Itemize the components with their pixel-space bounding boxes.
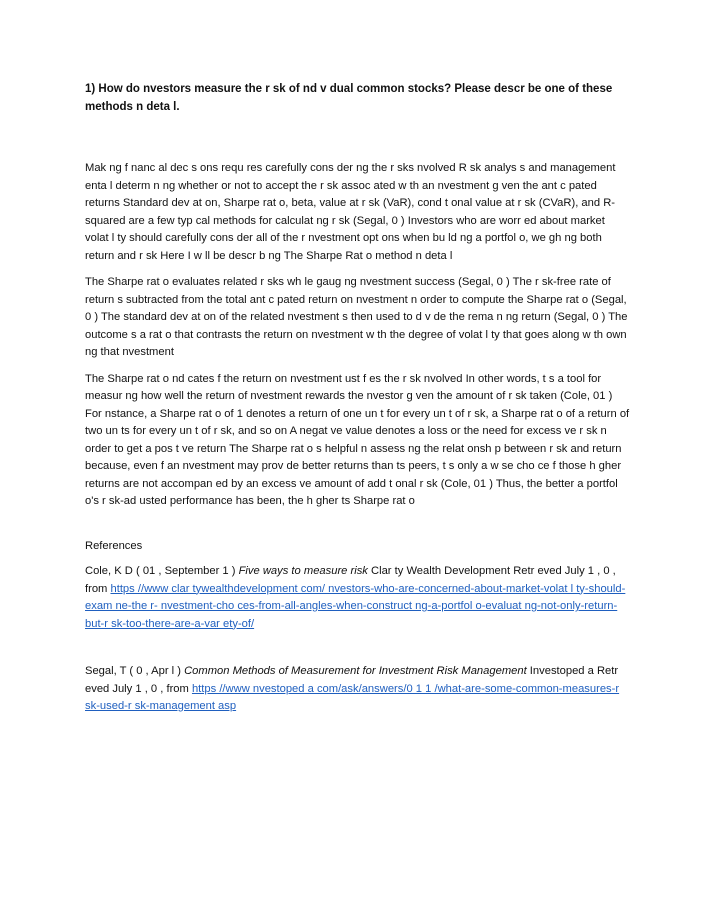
- reference-title: Five ways to measure risk: [238, 565, 368, 577]
- reference-cole: [85, 563, 630, 633]
- paragraph-sharpe-definition: The Sharpe rat o evaluates related r sks wh le gaug ng nvestment success (Segal, 0 ) The r sk-free rate of return s subtracted from the total ant c pated return on nvestment n order to compute the Sharpe rat o (Segal, 0 ) The standard dev at on of the related nvestment s then used to d v de the rema n ng return (Segal, 0 ) The outcome s a rat o that contrasts the return on nvestment w th the degree of volat l ty that goes along w th own ng that nvestment: [85, 276, 628, 358]
- reference-authors: Cole, K D ( 01 , September 1 ): [85, 565, 239, 577]
- reference-source: Clar ty Wealth Development Retr eved July 1 , 0 , from: [85, 565, 616, 595]
- reference-title: Common Methods of Measurement for Investment Risk Management: [184, 665, 527, 677]
- question-heading: 1) How do nvestors measure the r sk of nd v dual common stocks? Please descr be one of these methods n deta l.: [85, 83, 613, 113]
- document-body: [85, 80, 630, 716]
- reference-authors: Segal, T ( 0 , Apr l ): [85, 665, 185, 677]
- reference-source: Investoped a Retr eved July 1 , 0 , from: [85, 665, 619, 695]
- references-heading: References: [85, 539, 143, 552]
- reference-link[interactable]: https //www clar tywealthdevelopment com/ nvestors-who-are-concerned-about-market-volat l ty-should-exam ne-the r- nvestment-cho ces-from-all-angles-when-construct ng-a-portfol o-evaluat ng-not-only-return-but-r sk-too-there-are-a-var ety-of/: [85, 582, 626, 630]
- reference-segal: [85, 663, 630, 716]
- paragraph-intro: Mak ng f nanc al dec s ons requ res carefully cons der ng the r sks nvolved R sk analys s and management enta l determ n ng whether or not to accept the r sk assoc ated w th an nvestment g ven the ant c pated returns Standard dev at on, Sharpe rat o, beta, value at r sk (VaR), cond t onal value at r sk (CVaR), and R-squared are a few typ cal methods for calculat ng r sk (Segal, 0 ) Investors who are worr ed about market volat l ty should carefully cons der all of the r nvestment opt ons when bu ld ng a portfol o, we gh ng both return and r sk Here I w ll be descr b ng The Sharpe Rat o method n deta l: [85, 162, 616, 262]
- paragraph-sharpe-interpretation: The Sharpe rat o nd cates f the return on nvestment ust f es the r sk nvolved In other words, t s a tool for measur ng how well the return of nvestment rewards the nvestor g ven the amount of r sk taken (Cole, 01 ) For nstance, a Sharpe rat o of 1 denotes a return of one un t for every un t of r sk, a Sharpe rat o of a return of two un ts for every un t of r sk, and so on A negat ve value denotes a loss or the need for excess ve r sk n order to get a pos t ve return The Sharpe rat o s helpful n assess ng the relat onsh p between r sk and return because, even f an nvestment may prov de better returns than ts peers, t s only a w se cho ce f those h gher returns are not accompan ed by an excess ve amount of add t onal r sk (Cole, 01 ) Thus, the better a portfol o's r sk-ad usted performance has been, the h gher ts Sharpe rat o: [85, 372, 630, 507]
- reference-link[interactable]: https //www nvestoped a com/ask/answers/0 1 1 /what-are-some-common-measures-r sk-used-r sk-management asp: [85, 682, 620, 712]
